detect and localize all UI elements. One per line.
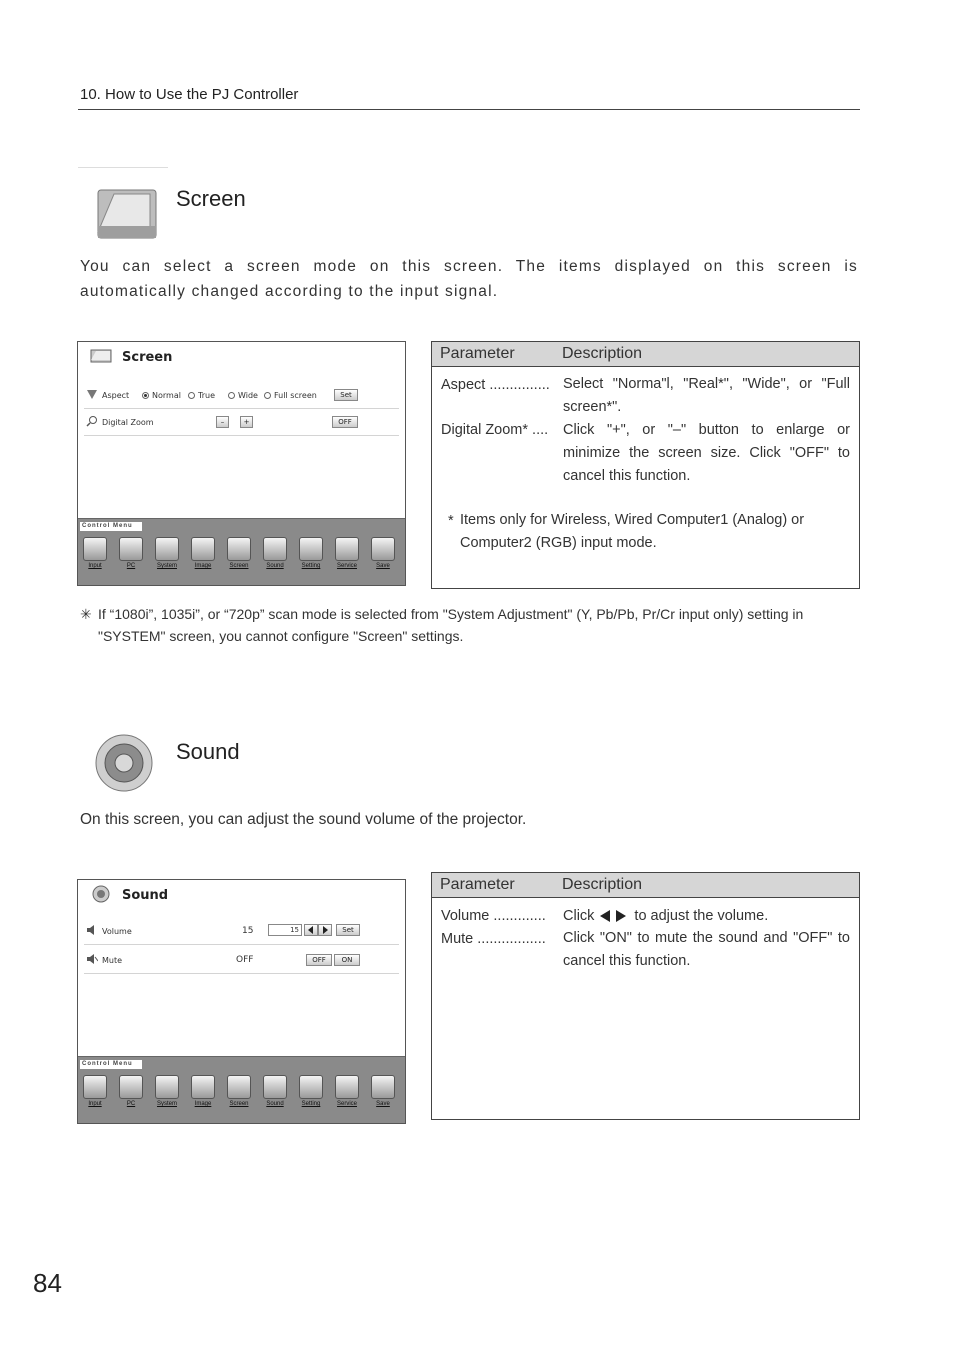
- sound-section-title: Sound: [176, 739, 240, 764]
- aspect-set-button[interactable]: Set: [334, 389, 358, 401]
- desc-volume: Click to adjust the volume.: [563, 908, 769, 924]
- volume-input[interactable]: 15: [268, 924, 302, 936]
- menu-item-setting[interactable]: Setting: [298, 1075, 324, 1107]
- menu-item-input[interactable]: Input: [82, 537, 108, 569]
- screen-icon: [227, 537, 251, 561]
- input-icon: [83, 537, 107, 561]
- control-menu: [78, 518, 405, 585]
- volume-row: [84, 918, 399, 945]
- description-column-header: Description: [562, 345, 643, 362]
- panel-title: Screen: [122, 350, 173, 365]
- menu-item-sound[interactable]: Sound: [262, 537, 288, 569]
- screen-parameter-table: [431, 341, 860, 589]
- menu-item-pc[interactable]: PC: [118, 537, 144, 569]
- screen-icon: [227, 1075, 251, 1099]
- aspect-radio-full-screen[interactable]: Full screen: [264, 391, 317, 400]
- zoom-off-button[interactable]: OFF: [332, 416, 358, 428]
- floppy-disk-icon: [371, 1075, 395, 1099]
- menu-item-setting[interactable]: Setting: [298, 537, 324, 569]
- speaker-section-icon: [92, 730, 158, 792]
- table-footnote: Items only for Wireless, Wired Computer1 (Analog) or Computer2 (RGB) input mode.: [460, 512, 805, 551]
- sound-intro: On this screen, you can adjust the sound volume of the projector.: [80, 811, 527, 828]
- mute-off-button[interactable]: OFF: [306, 954, 332, 966]
- volume-icon: [86, 924, 98, 936]
- mute-on-button[interactable]: ON: [334, 954, 360, 966]
- menu-item-screen[interactable]: Screen: [226, 1075, 252, 1107]
- table-header: [432, 873, 859, 898]
- system-icon: [155, 537, 179, 561]
- control-menu-label: Control Menu: [80, 1060, 142, 1069]
- volume-left-arrow-button[interactable]: [304, 924, 318, 936]
- desc-digital-zoom: Click "+", or "–" button to enlarge or minimize the screen size. Click "OFF" to cancel this function.: [563, 422, 850, 484]
- control-menu-label: Control Menu: [80, 522, 142, 531]
- screen-intro: You can select a screen mode on this screen. The items displayed on this screen is automatically changed according to the input signal.: [80, 258, 858, 300]
- screen-folder-icon: [92, 180, 158, 242]
- aspect-label: Aspect: [102, 391, 130, 400]
- panel-title: Sound: [122, 888, 169, 903]
- image-icon: [191, 537, 215, 561]
- chapter-header: 10. How to Use the PJ Controller: [80, 86, 299, 103]
- screen-section-title: Screen: [176, 186, 246, 211]
- aspect-radio-true[interactable]: True: [188, 391, 215, 400]
- parameter-column-header: Parameter: [440, 345, 515, 362]
- menu-item-image[interactable]: Image: [190, 1075, 216, 1107]
- sound-parameter-table: [431, 872, 860, 1120]
- left-right-arrows-icon: [598, 909, 630, 923]
- menu-item-image[interactable]: Image: [190, 537, 216, 569]
- laptop-icon: [119, 1075, 143, 1099]
- header-rule: [78, 109, 860, 110]
- speaker-icon: [263, 1075, 287, 1099]
- footnote-mark: *: [448, 513, 454, 529]
- divider: [78, 167, 168, 168]
- screen-panel-screenshot: [77, 341, 406, 586]
- system-icon: [155, 1075, 179, 1099]
- image-icon: [191, 1075, 215, 1099]
- service-icon: [335, 1075, 359, 1099]
- desc-aspect: Select "Norma"l, "Real*", "Wide", or "Full screen*".: [563, 376, 850, 415]
- aspect-radio-wide[interactable]: Wide: [228, 391, 258, 400]
- menu-item-service[interactable]: Service: [334, 537, 360, 569]
- menu-item-screen[interactable]: Screen: [226, 537, 252, 569]
- zoom-plus-button[interactable]: +: [240, 416, 253, 428]
- desc-mute: Click "ON" to mute the sound and "OFF" to cancel this function.: [563, 930, 850, 969]
- control-menu: [78, 1056, 405, 1123]
- screen-icon: [90, 348, 112, 364]
- mute-value: OFF: [236, 955, 254, 965]
- floppy-disk-icon: [371, 537, 395, 561]
- gear-icon: [299, 1075, 323, 1099]
- digital-zoom-label: Digital Zoom: [102, 418, 154, 427]
- speaker-icon: [92, 885, 110, 903]
- zoom-minus-button[interactable]: –: [216, 416, 229, 428]
- mute-icon: [86, 953, 98, 965]
- aspect-row: [84, 382, 399, 409]
- sound-panel-screenshot: [77, 879, 406, 1124]
- gear-icon: [299, 537, 323, 561]
- laptop-icon: [119, 537, 143, 561]
- speaker-icon: [263, 537, 287, 561]
- param-digital-zoom: Digital Zoom* ....: [441, 422, 549, 438]
- magnifier-icon: [86, 415, 98, 427]
- volume-value: 15: [242, 926, 254, 936]
- page-number: 84: [33, 1268, 62, 1298]
- param-volume: Volume .............: [441, 908, 546, 924]
- screen-note: If “1080i”, 1035i”, or “720p” scan mode is selected from "System Adjustment" (Y, Pb/Pb, Pr/Cr input only) setting in "SYSTEM" screen, you cannot configure "Screen" settings.: [98, 606, 804, 644]
- input-icon: [83, 1075, 107, 1099]
- aspect-radio-normal[interactable]: Normal: [142, 391, 181, 400]
- digital-zoom-row: [84, 409, 399, 436]
- menu-item-input[interactable]: Input: [82, 1075, 108, 1107]
- param-aspect: Aspect ...............: [441, 377, 550, 393]
- service-icon: [335, 537, 359, 561]
- mute-row: [84, 947, 399, 974]
- parameter-column-header: Parameter: [440, 876, 515, 893]
- mute-label: Mute: [102, 956, 123, 965]
- description-column-header: Description: [562, 876, 643, 893]
- param-mute: Mute .................: [441, 931, 546, 947]
- menu-item-system[interactable]: System: [154, 1075, 180, 1107]
- menu-item-save[interactable]: Save: [370, 537, 396, 569]
- volume-right-arrow-button[interactable]: [318, 924, 332, 936]
- note-mark: ✳: [80, 606, 92, 622]
- aspect-icon: [86, 388, 98, 400]
- menu-item-sound[interactable]: Sound: [262, 1075, 288, 1107]
- menu-item-service[interactable]: Service: [334, 1075, 360, 1107]
- volume-set-button[interactable]: Set: [336, 924, 360, 936]
- volume-label: Volume: [102, 927, 132, 936]
- menu-item-save[interactable]: Save: [370, 1075, 396, 1107]
- menu-item-pc[interactable]: PC: [118, 1075, 144, 1107]
- table-header: [432, 342, 859, 367]
- menu-item-system[interactable]: System: [154, 537, 180, 569]
